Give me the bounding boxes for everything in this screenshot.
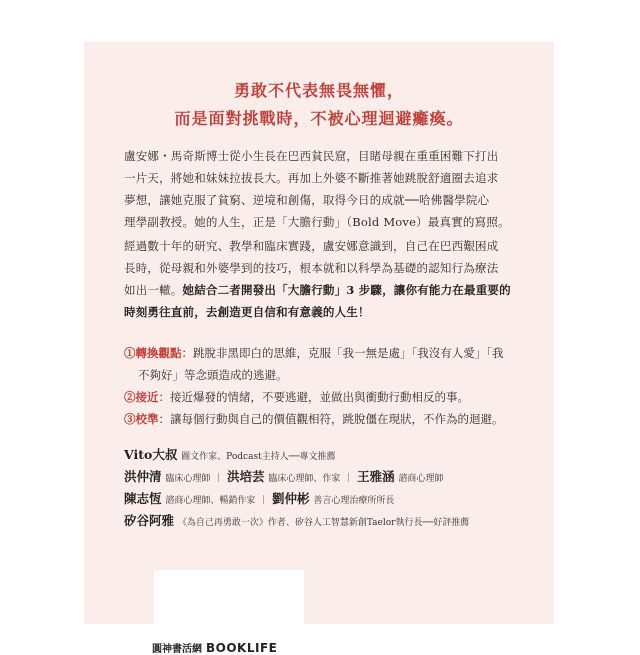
step-text: ：接近爆發的情緒，不要逃避，並做出與衝動行動相反的事。 xyxy=(158,390,469,404)
method-line: 長時，從母親和外婆學到的技巧，根本就和以科學為基礎的認知行為療法 xyxy=(124,261,499,275)
endorser-name: 陳志恆 xyxy=(124,491,162,506)
endorser-name: 劉仲彬 xyxy=(272,491,310,506)
endorsements xyxy=(124,445,544,533)
step-title: 接近 xyxy=(135,390,159,404)
intro-line: 夢想，讓她克服了貧窮、逆境和創傷，取得今日的成就──哈佛醫學院心 xyxy=(124,193,490,207)
step-text: ：跳脫非黑即白的思維，克服「我一無是處」「我沒有人愛」「我 xyxy=(181,346,504,360)
separator: ｜ xyxy=(214,474,224,484)
endorsement-row xyxy=(124,511,544,533)
step-number: ③ xyxy=(124,412,136,426)
steps-list xyxy=(124,342,524,430)
barcode-placeholder xyxy=(154,570,304,630)
method-paragraph xyxy=(124,235,524,323)
intro-line: 理學副教授。她的人生，正是「大膽行動」（Bold Move）最真實的寫照。 xyxy=(124,215,510,229)
publisher-name: 圓神書活網 xyxy=(152,644,202,655)
endorser-role: 《為自己再勇敢一次》作者、矽谷人工智慧新創Taelor執行長──好評推薦 xyxy=(177,518,470,528)
headline-line-2: 而是面對挑戰時，不被心理迴避癱瘓。 xyxy=(174,109,464,128)
headline-line-1: 勇敢不代表無畏無懼， xyxy=(233,81,404,100)
endorser-name: 洪培芸 xyxy=(227,469,265,484)
step-title: 校準 xyxy=(135,412,159,426)
endorser-name: 洪仲清 xyxy=(124,469,162,484)
endorser-role: 諮商心理師、暢銷作家 xyxy=(165,496,256,506)
endorsement-row xyxy=(124,489,544,511)
publisher-brand: BOOKLIFE xyxy=(206,641,278,655)
endorser-role: 臨床心理師 xyxy=(165,474,211,484)
endorser-name: Vito大叔 xyxy=(124,447,178,462)
endorser-role: 諮商心理師 xyxy=(398,474,444,484)
step-number: ② xyxy=(124,390,136,404)
step-item xyxy=(124,408,524,430)
step-text: ：讓每個行動與自己的價值觀相符，跳脫僵在現狀，不作為的迴避。 xyxy=(158,412,504,426)
endorser-name: 矽谷阿雅 xyxy=(124,513,175,528)
step-item xyxy=(124,342,524,386)
method-highlight: 她結合二者開發出「大膽行動」3 步驟，讓你有能力在最重要的 xyxy=(182,283,511,297)
endorser-name: 王雅涵 xyxy=(357,469,395,484)
method-text: 如出一轍。 xyxy=(124,283,183,297)
publisher-logo xyxy=(152,640,277,655)
endorser-role: 善言心理治療所所長 xyxy=(313,496,395,506)
intro-paragraph xyxy=(124,145,524,233)
separator: ｜ xyxy=(344,474,354,484)
step-item xyxy=(124,386,524,408)
method-line: 經過數十年的研究、教學和臨床實踐，盧安娜意識到，自己在巴西艱困成 xyxy=(124,239,499,253)
endorser-role: 圖文作家、Podcast主持人──專文推薦 xyxy=(181,452,336,462)
endorser-role: 臨床心理師、作家 xyxy=(268,474,341,484)
method-line xyxy=(124,279,524,301)
endorsement-row xyxy=(124,467,544,489)
step-number: ① xyxy=(124,346,136,360)
book-back-cover xyxy=(84,42,554,655)
step-text-continued: 不夠好」等念頭造成的逃避。 xyxy=(138,368,288,382)
method-highlight: 時刻勇往直前，去創造更自信和有意義的人生！ xyxy=(124,305,370,319)
step-title: 轉換觀點 xyxy=(135,346,182,360)
intro-line: 一片天，將她和妹妹拉拔長大。再加上外婆不斷推著她跳脫舒適圈去追求 xyxy=(124,171,499,185)
endorsement-row xyxy=(124,445,544,467)
intro-line: 盧安娜・馬奇斯博士從小生長在巴西貧民窟，目睹母親在重重困難下打出 xyxy=(124,149,499,163)
separator: ｜ xyxy=(259,496,269,506)
